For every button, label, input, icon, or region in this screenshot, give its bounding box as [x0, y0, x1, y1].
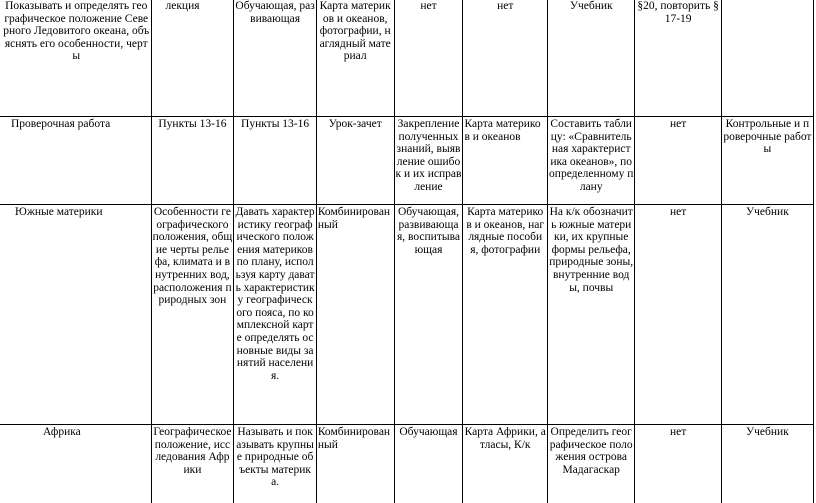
table-cell: §20, повторить § 17-19: [635, 0, 721, 117]
table-cell: Комбинированный: [316, 425, 394, 503]
table-cell: Показывать и определять географическое положение Северного Ледовитого океана, объяснять его особенности, черты: [0, 0, 151, 117]
table-row: [0, 425, 814, 503]
table-cell: Урок-зачет: [316, 117, 394, 205]
table-cell: Пункты 13-16: [234, 117, 316, 205]
table-cell: Проверочная работа: [0, 117, 151, 205]
table-cell: нет: [635, 117, 721, 205]
table-cell: Контрольные и проверочные работы: [721, 117, 813, 205]
table-cell: Учебник: [721, 205, 813, 425]
table-cell: Комбинированный: [316, 205, 394, 425]
table-cell: Учебник: [547, 0, 635, 117]
table-cell: Составить таблицу: «Сравнительная характеристика океанов», по определенному плану: [547, 117, 635, 205]
table-cell: Учебник: [721, 425, 813, 503]
table-cell: нет: [394, 0, 463, 117]
table-cell: [721, 0, 813, 117]
table-cell: На к/к обозначить южные материки, их крупные формы рельефа, природные зоны, внутренние воды, почвы: [547, 205, 635, 425]
table-row: [0, 205, 814, 425]
table-cell: Обучающая: [394, 425, 463, 503]
table-cell: Давать характеристику географического положения материков по плану, используя карту давать характеристику географического пояса, по комплексной карте определять основные виды занятий населения.: [234, 205, 316, 425]
table-cell: Пункты 13-16: [151, 117, 234, 205]
table-cell: нет: [635, 205, 721, 425]
table-row: [0, 0, 814, 117]
table-cell: Называть и показывать крупные природные объекты материка.: [234, 425, 316, 503]
table-cell: Географическое положение, исследования Африки: [151, 425, 234, 503]
table-cell: Карта материков и океанов, наглядные пособия, фотографии: [463, 205, 547, 425]
table-cell: лекция: [151, 0, 234, 117]
table-cell: Южные материки: [0, 205, 151, 425]
table-cell: Закрепление полученных знаний, выявление ошибок и их исправление: [394, 117, 463, 205]
table-cell: Карта Африки, атласы, К/к: [463, 425, 547, 503]
table-row: [0, 117, 814, 205]
table-cell: нет: [635, 425, 721, 503]
table-cell: Африка: [0, 425, 151, 503]
table-cell: Обучающая, развивающая, воспитывающая: [394, 205, 463, 425]
table-cell: Обучающая, развивающая: [234, 0, 316, 117]
table-cell: Карта материков и океанов: [463, 117, 547, 205]
table-cell: Определить географическое положения острова Мадагаскар: [547, 425, 635, 503]
table-cell: Особенности географического положения, общие черты рельефа, климата и внутренних вод, расположения природных зон: [151, 205, 234, 425]
table-cell: Карта материков и океанов, фотографии, наглядный материал: [316, 0, 394, 117]
table-cell: нет: [463, 0, 547, 117]
